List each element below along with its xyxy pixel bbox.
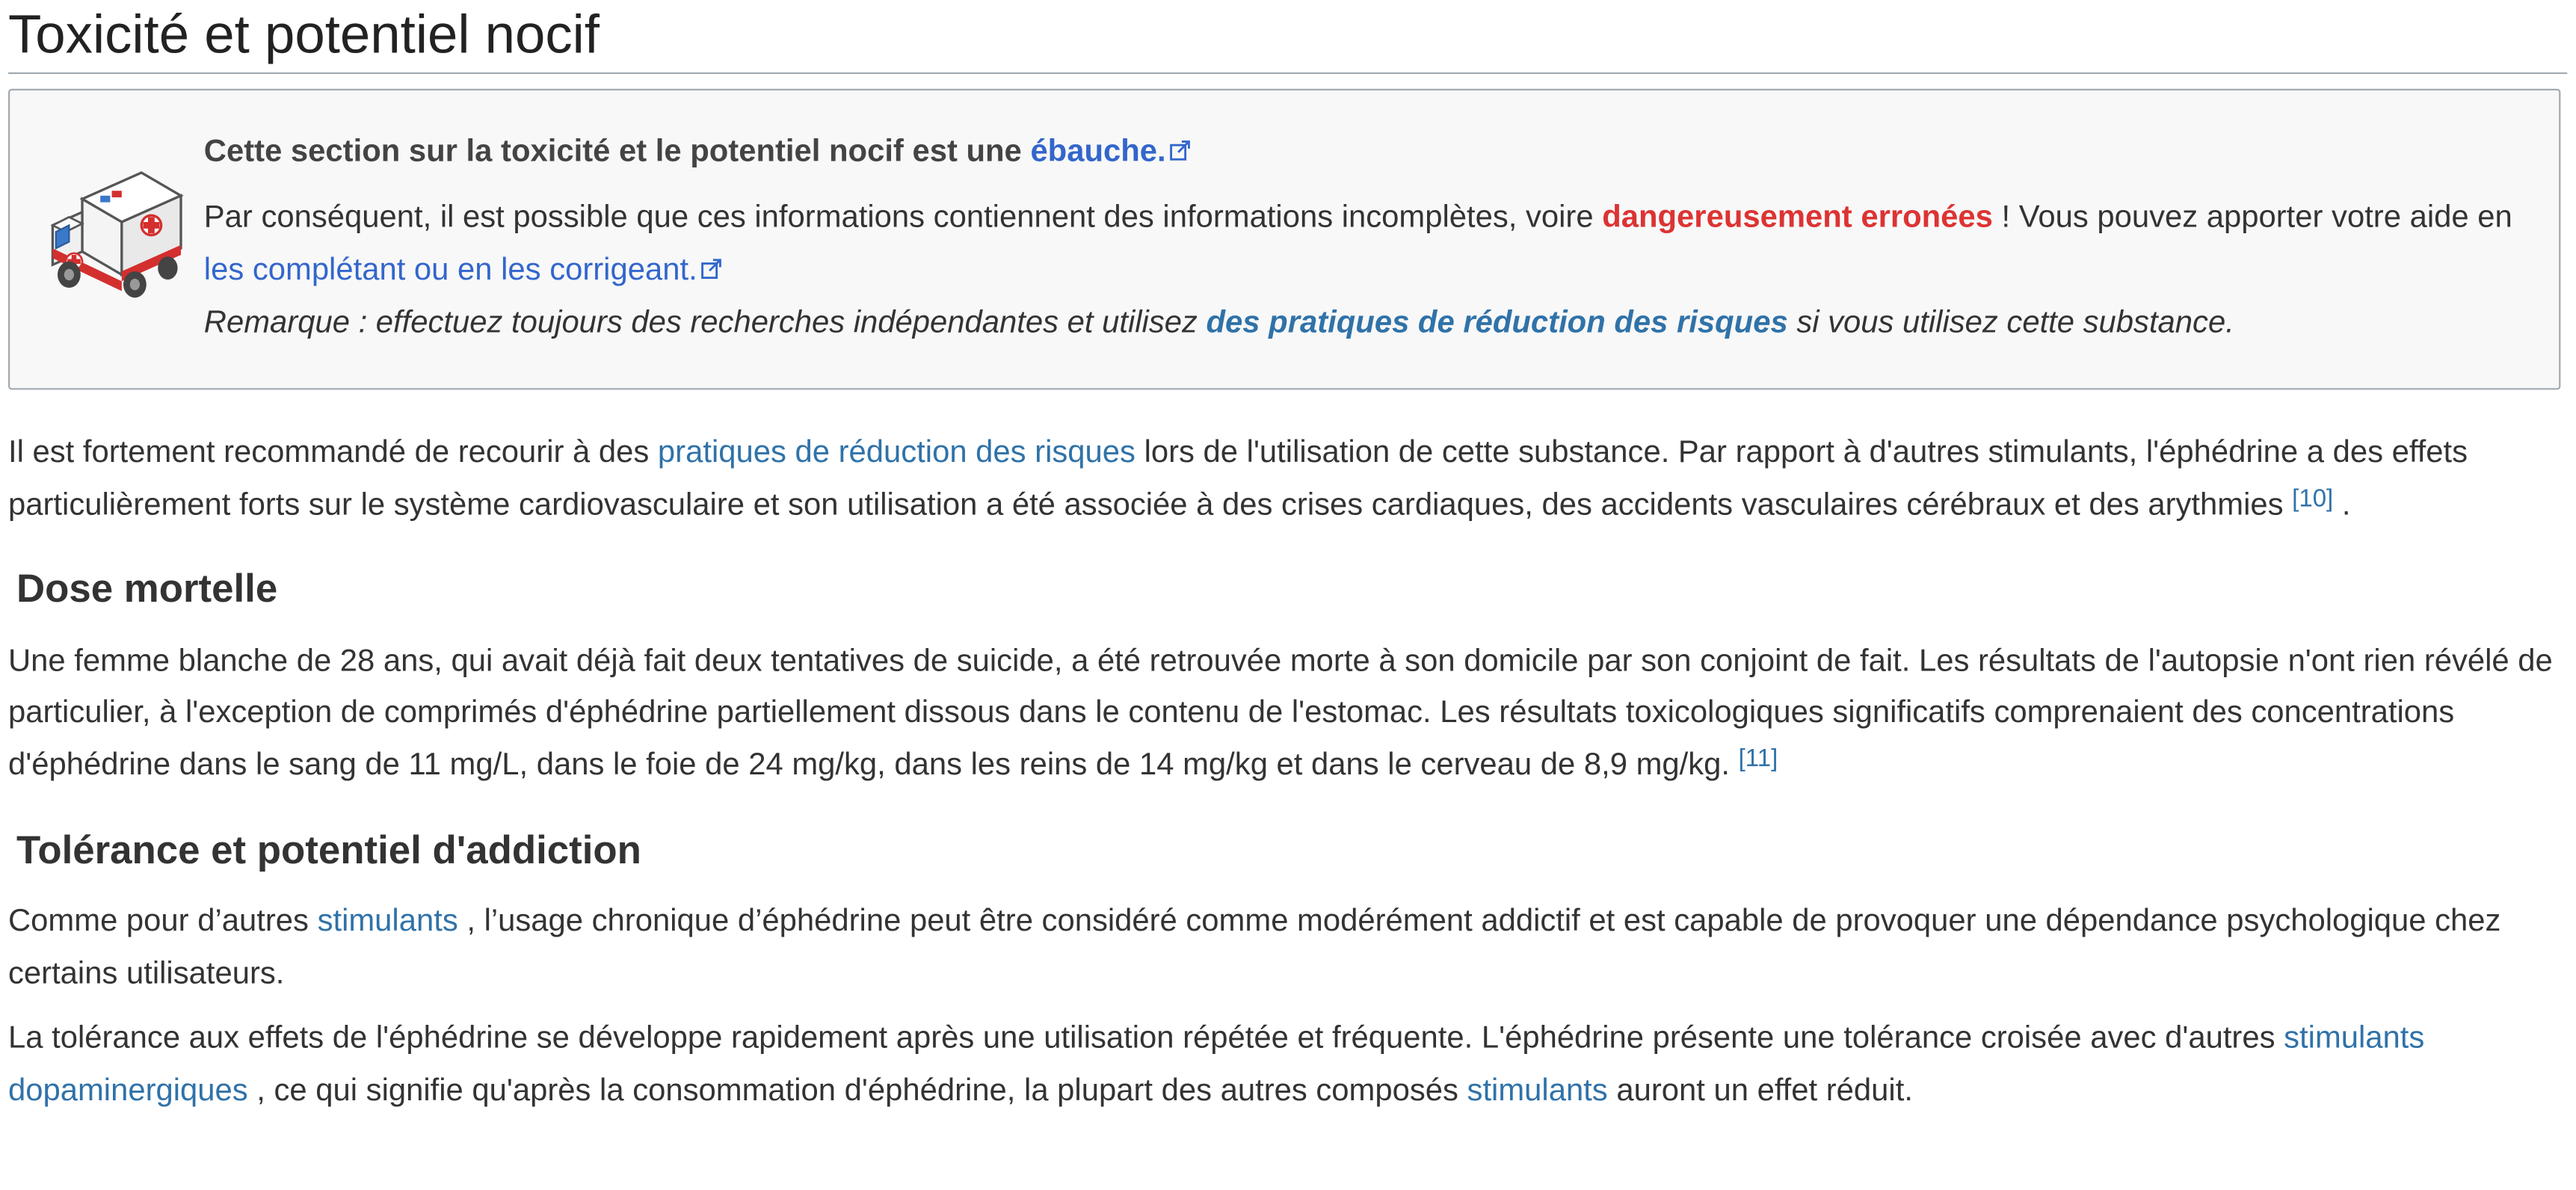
intro-paragraph [8,428,2567,531]
stimulants-link-2[interactable]: stimulants [1467,1073,1608,1109]
notice-text [204,126,2533,348]
tolerance-paragraph-1 [8,897,2567,1001]
stimulants-link[interactable]: stimulants [317,904,458,940]
tolerance-p1-pre: Comme pour d’autres [8,904,309,940]
notice-stub-line [204,126,2533,178]
ambulance-icon [46,163,188,314]
external-link-icon [1169,140,1191,161]
notice-icon-wrap [46,126,204,348]
reference-10-link[interactable]: [10] [2292,484,2334,513]
tolerance-heading: Tolérance et potentiel d'addiction [16,827,641,873]
reference-11-link[interactable]: [11] [1738,744,1778,774]
lethal-dose-paragraph [8,636,2567,792]
notice-remark-text: Remarque : effectuez toujours des recherches indépendantes et utilisez [203,305,1198,340]
article-body [8,428,2567,1117]
tolerance-p2-pre: La tolérance aux effets de l'éphédrine se développe rapidement après une utilisation répétée et fréquente. L'éphédrine présente une tolérance croisée avec d'autres [8,1022,2275,1057]
tolerance-p2-post: auront un effet réduit. [1616,1073,1913,1109]
lethal-dose-text: Une femme blanche de 28 ans, qui avait déjà fait deux tentatives de suicide, a été retrouvée morte à son domicile par son conjoint de fait. Les résultats de l'autopsie n'ont rien révélé de particulier, à l'exception de comprimés d'éphédrine partiellement dissous dans le contenu de l'estomac. Les résultats toxicologiques significatifs comprenaient des concentrations d'éphédrine dans le sang de 11 mg/L, dans le foie de 24 mg/kg, dans les reins de 14 mg/kg et dans le cerveau de 8,9 mg/kg. [8,644,2553,783]
stub-notice-box [8,89,2560,390]
external-link-icon [700,258,722,280]
notice-remark-end: si vous utilisez cette substance. [1796,305,2234,340]
intro-end: . [2341,487,2351,522]
harm-reduction-practices-link[interactable]: pratiques de réduction des risques [657,436,1136,471]
harm-reduction-link[interactable]: des pratiques de réduction des risques [1206,305,1788,340]
stub-link[interactable]: ébauche. [1030,135,1166,170]
notice-stub-text: Cette section sur la toxicité et le potentiel nocif est une [203,135,1022,170]
section-title: Toxicité et potentiel nocif [8,0,2567,74]
tolerance-p1-post: , l’usage chronique d’éphédrine peut être considéré comme modérément addictif et est capable de provoquer une dépendance psychologique chez certains utilisateurs. [8,904,2501,992]
complete-correct-link[interactable]: les complétant ou en les corrigeant. [203,253,697,288]
tolerance-paragraph-2 [8,1014,2567,1117]
tolerance-p2-mid: , ce qui signifie qu'après la consommation d'éphédrine, la plupart des autres composés [256,1073,1458,1109]
intro-text-post: lors de l'utilisation de cette substance. Par rapport à d'autres stimulants, l'éphédrine a des effets particulièrement forts sur le système cardiovasculaire et son utilisation a été associée à des crises cardiaques, des accidents vasculaires cérébraux et des arythmies [8,436,2468,522]
notice-warning-text: Par conséquent, il est possible que ces informations contiennent des informations incomplètes, voire [203,201,1594,236]
notice-remark-line [204,297,2533,348]
danger-text: dangereusement erronées [1602,201,1993,236]
dopaminergic-stimulants-link[interactable]: stimulants dopaminergiques [8,1022,2425,1109]
intro-text-pre: Il est fortement recommandé de recourir à des [8,436,650,471]
notice-help-text: ! Vous pouvez apporter votre aide en [2001,201,2512,236]
notice-warning-line [204,193,2533,297]
lethal-dose-heading: Dose mortelle [16,567,278,612]
